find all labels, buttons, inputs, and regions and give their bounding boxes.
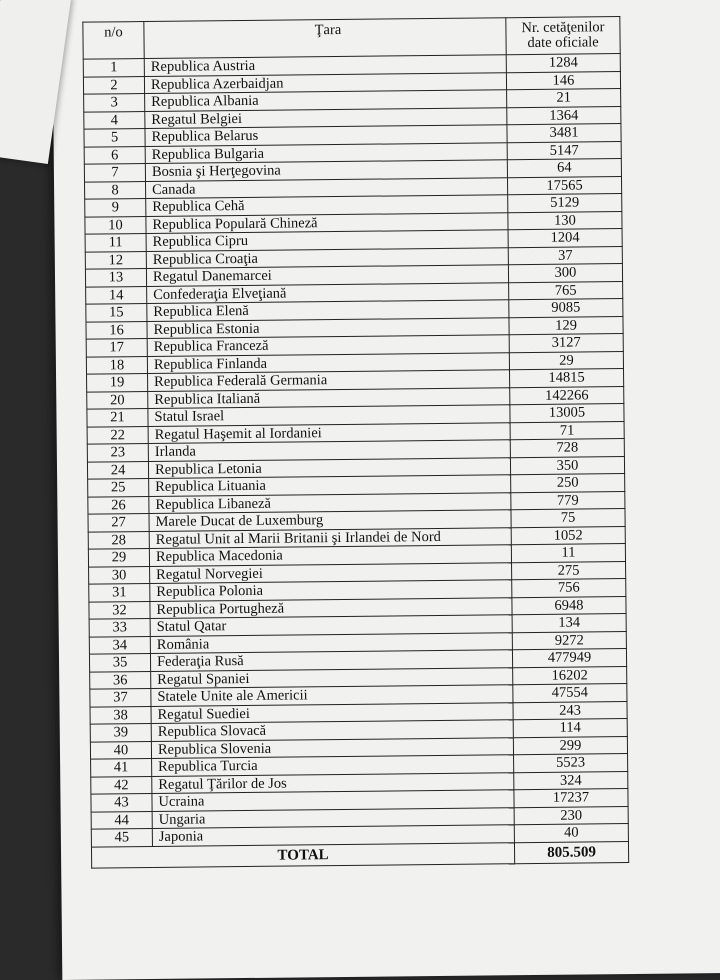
row-citizens: 3481 <box>507 124 621 143</box>
row-citizens: 17565 <box>507 176 621 195</box>
total-value: 805.509 <box>514 841 628 863</box>
row-country: Republica Cehă <box>146 195 508 216</box>
row-number: 36 <box>90 671 151 689</box>
row-citizens: 17237 <box>514 789 628 808</box>
row-citizens: 350 <box>510 456 624 475</box>
row-number: 12 <box>85 251 146 269</box>
row-citizens: 40 <box>514 824 628 843</box>
row-country: Republica Italiană <box>148 387 510 408</box>
row-country: Republica Turcia <box>152 755 514 776</box>
row-number: 8 <box>85 181 146 199</box>
row-number: 21 <box>87 409 148 427</box>
row-country: Ucraina <box>152 790 514 811</box>
row-number: 34 <box>89 636 150 654</box>
row-number: 20 <box>87 391 148 409</box>
row-number: 29 <box>88 549 149 567</box>
row-citizens: 9085 <box>509 299 623 318</box>
row-citizens: 1204 <box>508 229 622 248</box>
row-citizens: 765 <box>509 281 623 300</box>
row-citizens: 779 <box>511 491 625 510</box>
table-header-row <box>83 17 620 60</box>
row-number: 26 <box>88 496 149 514</box>
row-number: 27 <box>88 514 149 532</box>
header-citizens-line1: Nr. cetăţenilor <box>521 19 605 37</box>
row-number: 16 <box>86 321 147 339</box>
row-country: Ungaria <box>152 807 514 828</box>
row-country: Republica Austria <box>144 55 506 76</box>
row-country: Republica Finlanda <box>147 352 509 373</box>
row-country: Republica Bulgaria <box>145 142 507 163</box>
row-number: 35 <box>89 654 150 672</box>
row-country: Republica Libaneză <box>149 492 511 513</box>
row-citizens: 130 <box>508 211 622 230</box>
row-number: 43 <box>91 793 152 811</box>
row-number: 23 <box>87 444 148 462</box>
row-number: 28 <box>88 531 149 549</box>
row-country: România <box>150 632 512 653</box>
row-country: Canada <box>146 177 508 198</box>
row-citizens: 300 <box>508 264 622 283</box>
row-citizens: 299 <box>513 736 627 755</box>
row-country: Republica Belarus <box>145 125 507 146</box>
row-country: Regatul Ţărilor de Jos <box>152 772 514 793</box>
row-number: 30 <box>89 566 150 584</box>
row-number: 4 <box>84 111 145 129</box>
row-citizens: 142266 <box>510 386 624 405</box>
header-citizens-line2: date oficiale <box>527 34 599 52</box>
row-country: Republica Lituania <box>149 475 511 496</box>
row-country: Regatul Spaniei <box>151 667 513 688</box>
row-citizens: 134 <box>512 614 626 633</box>
table-body <box>83 54 628 847</box>
row-citizens: 71 <box>510 421 624 440</box>
row-country: Irlanda <box>148 440 510 461</box>
row-country: Republica Slovacă <box>151 720 513 741</box>
row-country: Japonia <box>152 825 514 846</box>
row-citizens: 13005 <box>510 404 624 423</box>
row-country: Republica Letonia <box>148 457 510 478</box>
row-citizens: 14815 <box>510 369 624 388</box>
row-country: Republica Slovenia <box>151 737 513 758</box>
row-number: 11 <box>85 234 146 252</box>
row-number: 17 <box>86 339 147 357</box>
row-citizens: 728 <box>510 439 624 458</box>
row-country: Regatul Danemarcei <box>146 265 508 286</box>
row-number: 45 <box>91 828 152 846</box>
header-country: Ţara <box>144 18 506 59</box>
header-citizens <box>506 17 620 55</box>
row-citizens: 114 <box>513 719 627 738</box>
row-citizens: 3127 <box>509 334 623 353</box>
row-country: Marele Ducat de Luxemburg <box>149 510 511 531</box>
row-country: Republica Albania <box>145 90 507 111</box>
row-country: Republica Azerbaidjan <box>144 72 506 93</box>
row-country: Statul Israel <box>148 405 510 426</box>
total-label: TOTAL <box>91 842 514 867</box>
row-citizens: 29 <box>509 351 623 370</box>
row-country: Confederaţia Elveţiană <box>147 282 509 303</box>
row-number: 38 <box>90 706 151 724</box>
row-number: 40 <box>90 741 151 759</box>
row-citizens: 47554 <box>513 684 627 703</box>
row-citizens: 64 <box>507 159 621 178</box>
row-number: 42 <box>91 776 152 794</box>
row-number: 44 <box>91 811 152 829</box>
row-country: Republica Elenă <box>147 300 509 321</box>
row-citizens: 1364 <box>507 106 621 125</box>
row-citizens: 1284 <box>506 54 620 73</box>
row-country: Republica Portugheză <box>150 597 512 618</box>
row-number: 19 <box>87 374 148 392</box>
row-country: Republica Federală Germania <box>148 370 510 391</box>
row-country: Bosnia şi Herţegovina <box>145 160 507 181</box>
row-country: Republica Macedonia <box>149 545 511 566</box>
row-citizens: 230 <box>514 806 628 825</box>
row-number: 13 <box>85 269 146 287</box>
row-number: 5 <box>84 129 145 147</box>
row-number: 41 <box>91 758 152 776</box>
row-citizens: 5147 <box>507 141 621 160</box>
row-number: 6 <box>84 146 145 164</box>
row-number: 14 <box>86 286 147 304</box>
row-number: 22 <box>87 426 148 444</box>
header-number: n/o <box>83 22 144 60</box>
row-citizens: 16202 <box>513 666 627 685</box>
row-citizens: 5129 <box>508 194 622 213</box>
row-citizens: 275 <box>512 561 626 580</box>
row-citizens: 756 <box>512 579 626 598</box>
row-country: Republica Cipru <box>146 230 508 251</box>
row-citizens: 21 <box>507 89 621 108</box>
row-number: 7 <box>84 164 145 182</box>
row-country: Republica Polonia <box>150 580 512 601</box>
row-citizens: 37 <box>508 246 622 265</box>
row-number: 9 <box>85 199 146 217</box>
row-citizens: 250 <box>511 474 625 493</box>
row-number: 3 <box>84 94 145 112</box>
row-country: Republica Estonia <box>147 317 509 338</box>
row-citizens: 75 <box>511 509 625 528</box>
row-number: 25 <box>88 479 149 497</box>
row-citizens: 1052 <box>511 526 625 545</box>
row-citizens: 324 <box>514 771 628 790</box>
row-number: 33 <box>89 619 150 637</box>
row-number: 10 <box>85 216 146 234</box>
row-country: Regatul Unit al Marii Britanii şi Irlandei de Nord <box>149 527 511 548</box>
row-country: Federaţia Rusă <box>150 650 512 671</box>
row-country: Regatul Belgiei <box>145 107 507 128</box>
row-country: Republica Populară Chineză <box>146 212 508 233</box>
row-citizens: 11 <box>511 544 625 563</box>
row-number: 39 <box>90 724 151 742</box>
row-citizens: 5523 <box>514 754 628 773</box>
row-citizens: 129 <box>509 316 623 335</box>
row-number: 37 <box>90 689 151 707</box>
row-country: Republica Franceză <box>147 335 509 356</box>
row-number: 2 <box>83 76 144 94</box>
row-number: 31 <box>89 584 150 602</box>
row-country: Statul Qatar <box>150 615 512 636</box>
row-number: 15 <box>86 304 147 322</box>
row-citizens: 6948 <box>512 596 626 615</box>
row-country: Regatul Suediei <box>151 702 513 723</box>
row-country: Regatul Norvegiei <box>150 562 512 583</box>
row-country: Statele Unite ale Americii <box>151 685 513 706</box>
row-country: Republica Croaţia <box>146 247 508 268</box>
row-number: 32 <box>89 601 150 619</box>
citizens-table <box>82 16 629 868</box>
row-citizens: 477949 <box>512 649 626 668</box>
row-country: Regatul Haşemit al Iordaniei <box>148 422 510 443</box>
row-citizens: 9272 <box>512 631 626 650</box>
document-page <box>52 0 720 980</box>
row-citizens: 146 <box>506 71 620 90</box>
row-number: 24 <box>87 461 148 479</box>
row-citizens: 243 <box>513 701 627 720</box>
row-number: 18 <box>86 356 147 374</box>
row-number: 1 <box>83 59 144 77</box>
